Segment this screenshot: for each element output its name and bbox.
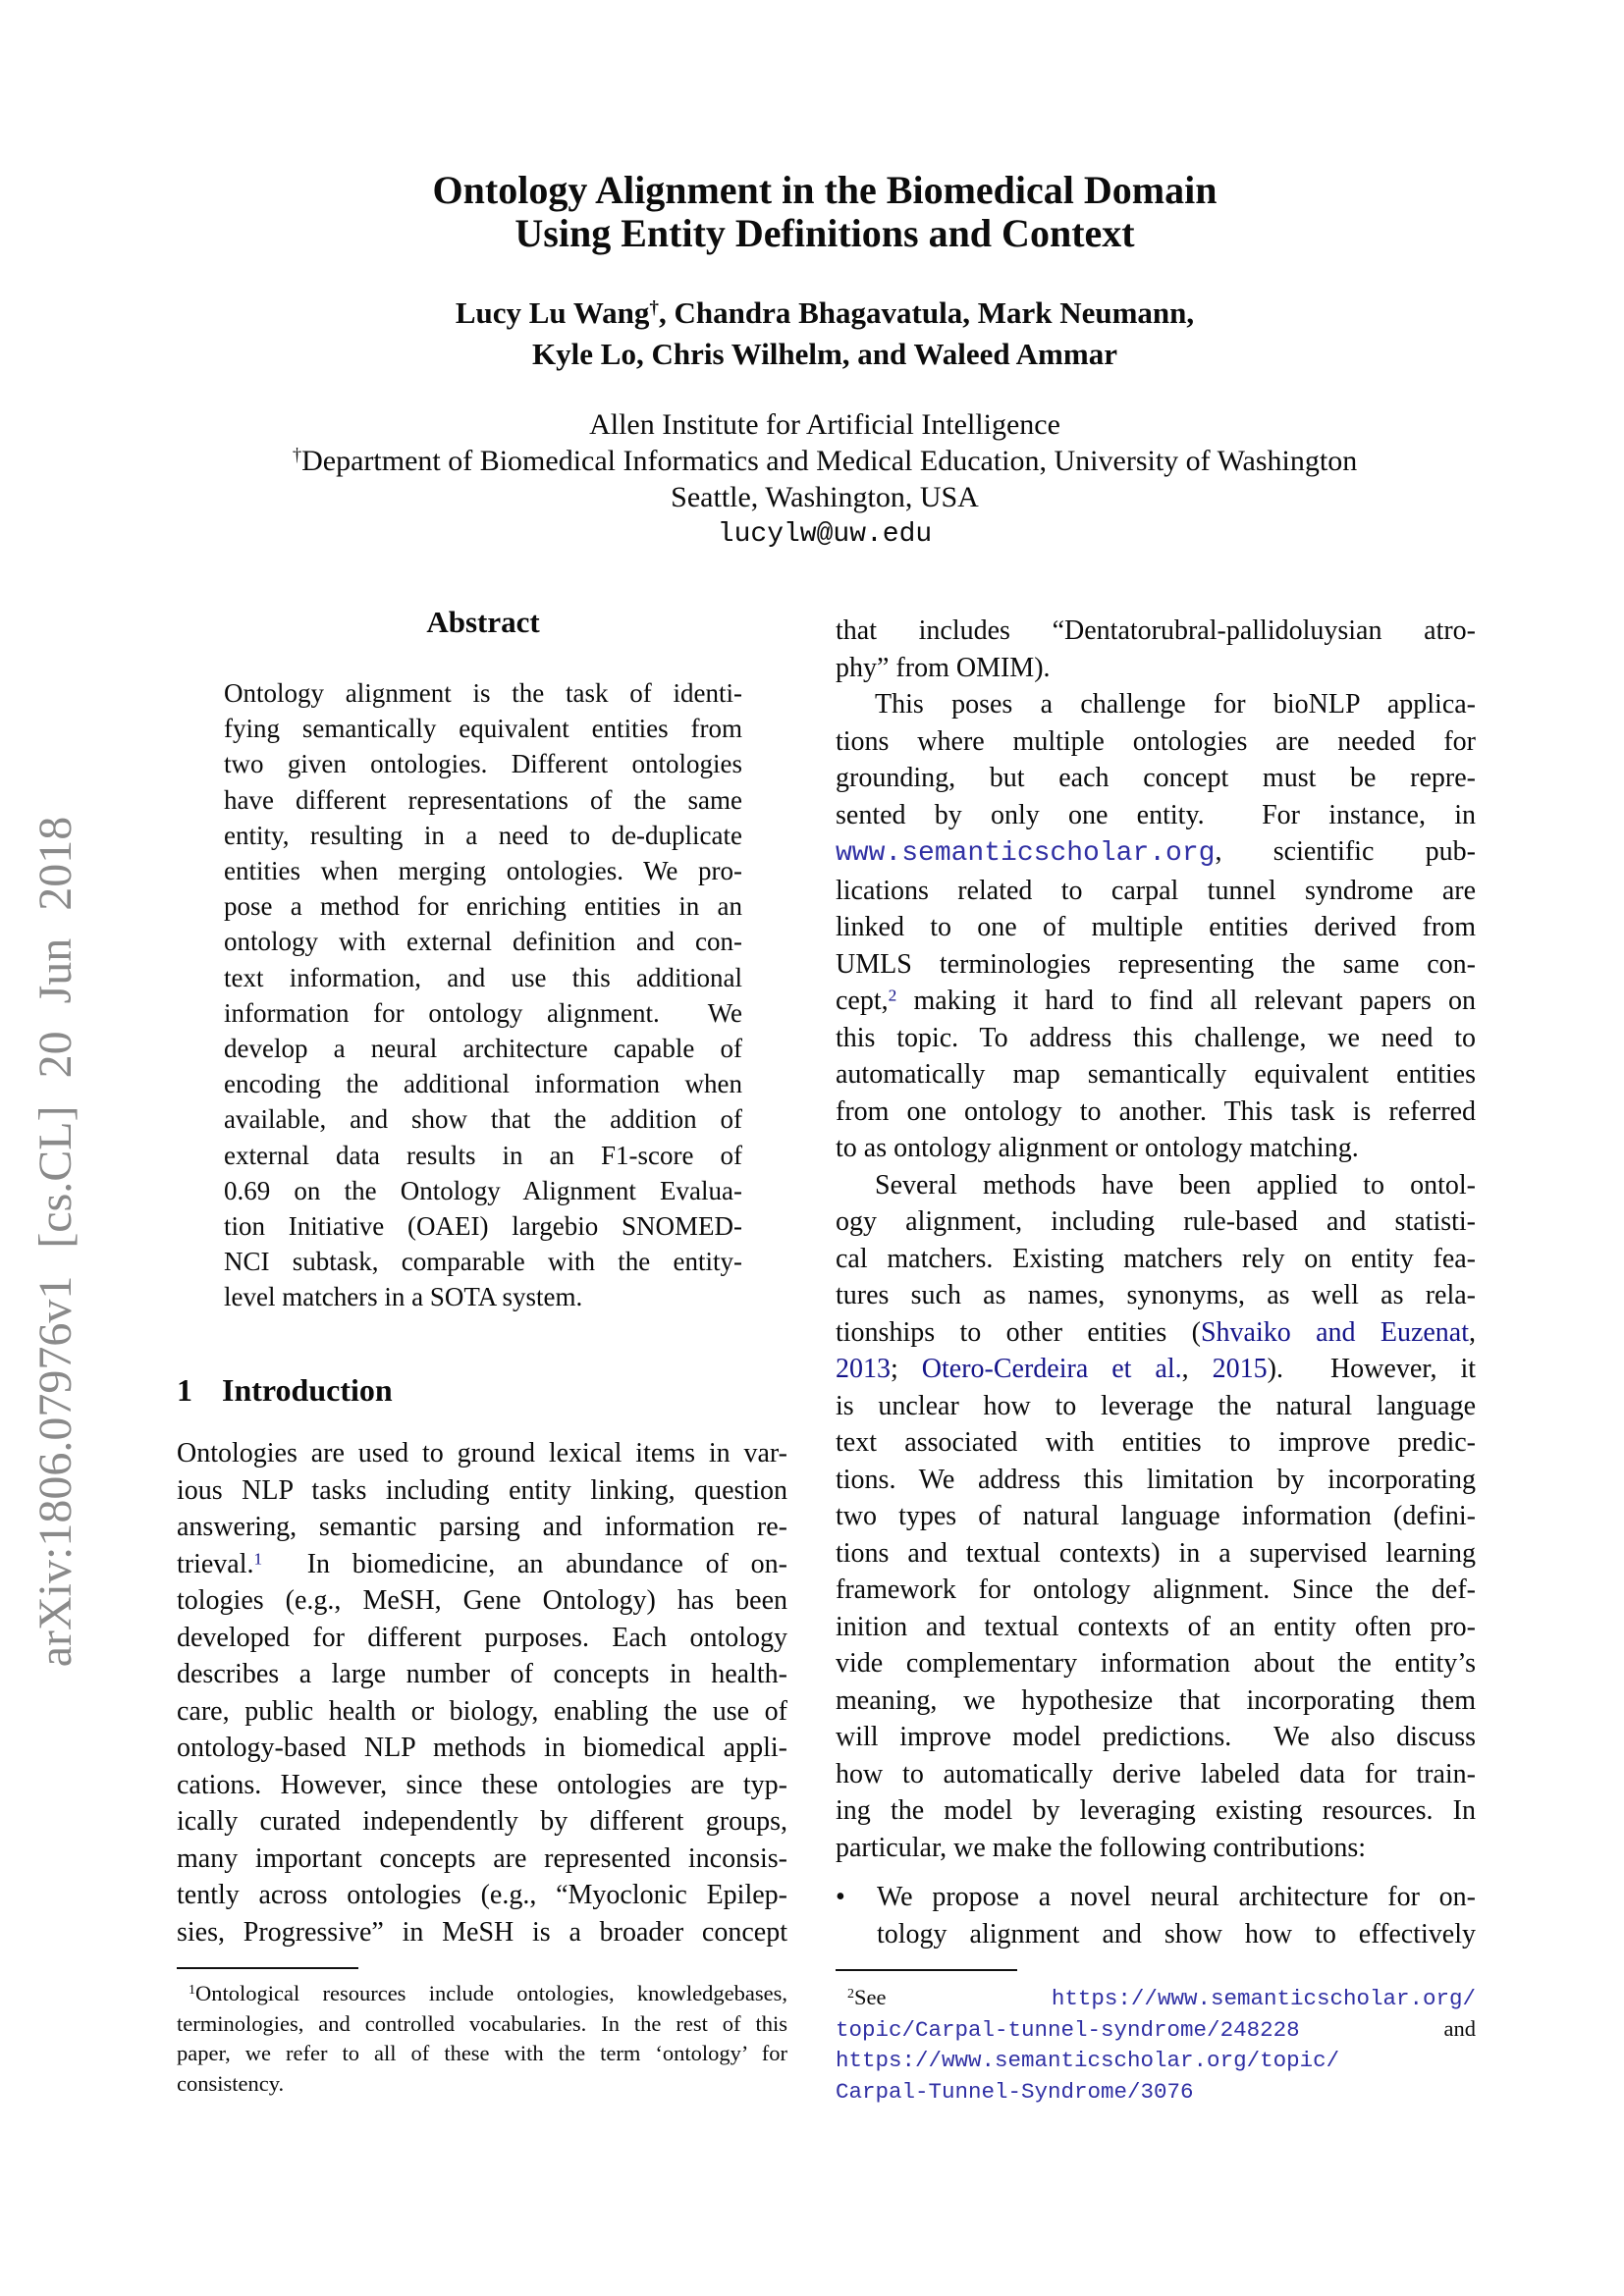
text-segment: care, public health or biology, enabling the use of: [177, 1695, 787, 1727]
email-text: lucylw@uw.edu: [717, 519, 933, 550]
text-line: [177, 1979, 787, 2009]
text-segment: ontology with external definition and con-: [224, 927, 742, 957]
text-line: [224, 960, 742, 995]
text-line: [224, 1101, 742, 1137]
footnote-2-marker[interactable]: 2: [888, 986, 897, 1005]
text-segment: Seattle, Washington, USA: [671, 481, 979, 513]
text-line: [224, 675, 742, 711]
author-email: [177, 518, 1473, 552]
text-line: [836, 1916, 1476, 1953]
text-line: [224, 853, 742, 888]
text-line: [836, 1645, 1476, 1682]
bullet-icon: •: [836, 1882, 845, 1912]
text-segment: level matchers in a SOTA system.: [224, 1282, 583, 1312]
text-segment: text information, and use this additional: [224, 962, 742, 992]
text-segment: from one ontology to another. This task is referred: [836, 1095, 1476, 1127]
text-segment: answering, semantic parsing and information re-: [177, 1512, 787, 1542]
affiliation: [177, 406, 1473, 515]
text-line: [177, 1546, 787, 1583]
text-segment: paper, we refer to all of these with the term ‘ontology’ for: [177, 2041, 787, 2065]
text-segment: this topic. To address this challenge, we need to: [836, 1022, 1476, 1053]
text-segment: , scientific pub-: [1215, 836, 1476, 867]
text-line: [177, 334, 1473, 375]
text-segment: making it hard to find all relevant papers on: [896, 986, 1476, 1016]
text-segment: ogy alignment, including rule-based and statisti-: [836, 1206, 1476, 1237]
right-column-text: [836, 613, 1476, 1866]
text-segment: fying semantically equivalent entities from: [224, 714, 742, 744]
text-line: [836, 983, 1476, 1020]
footnote-1: [177, 1979, 787, 2099]
text-segment: Ontology alignment is the task of identi-: [224, 678, 742, 708]
text-line: [836, 1756, 1476, 1793]
text-segment: phy” from OMIM).: [836, 652, 1051, 683]
text-segment: tures such as names, synonyms, as well as rela-: [836, 1280, 1476, 1310]
text-segment: In biomedicine, an abundance of on-: [262, 1548, 787, 1579]
text-line: [224, 924, 742, 959]
text-segment: have different representations of the same: [224, 784, 742, 815]
text-line: [177, 1472, 787, 1510]
text-segment: cal matchers. Existing matchers rely on entity fea-: [836, 1243, 1476, 1274]
text-segment: ,: [1181, 1354, 1213, 1384]
text-line: [224, 1173, 742, 1208]
text-segment: Ontological resources include ontologies, knowledgebases,: [194, 1981, 787, 2005]
text-line: [224, 1031, 742, 1066]
text-line: [836, 1792, 1476, 1830]
arxiv-watermark: arXiv:1806.07976v1 [cs.CL] 20 Jun 2018: [29, 816, 81, 1668]
text-segment: sented by only one entity. For instance, in: [836, 799, 1476, 830]
text-segment: available, and show that the addition of: [224, 1104, 742, 1135]
abstract-text: [224, 675, 742, 1315]
text-line: [836, 1094, 1476, 1131]
affiliation-dagger: †: [292, 445, 302, 466]
text-line: [177, 1841, 787, 1878]
text-segment: ing the model by leveraging existing resources. In: [836, 1795, 1476, 1826]
text-line: [836, 1130, 1476, 1167]
text-segment: Kyle Lo, Chris Wilhelm, and Waleed Ammar: [532, 337, 1117, 371]
text-line: [177, 1693, 787, 1731]
text-line: [836, 2014, 1476, 2046]
text-line: [177, 406, 1473, 443]
text-segment: tion Initiative (OAEI) largebio SNOMED-: [224, 1211, 742, 1242]
text-line: [836, 1424, 1476, 1462]
text-segment: describes a large number of concepts in health-: [177, 1659, 787, 1689]
text-segment: is unclear how to leverage the natural language: [836, 1390, 1476, 1421]
text-segment: vide complementary information about the entity’s: [836, 1648, 1476, 1679]
text-line: [836, 873, 1476, 910]
text-line: [836, 1830, 1476, 1867]
footnote-1-marker[interactable]: 1: [253, 1548, 263, 1568]
text-line: [836, 1609, 1476, 1646]
text-line: [836, 797, 1476, 834]
text-line: [836, 909, 1476, 946]
text-line: [224, 995, 742, 1031]
citation-year-2013[interactable]: 2013: [836, 1354, 891, 1384]
text-segment: ,: [1469, 1316, 1477, 1348]
text-segment: information for ontology alignment. We: [224, 997, 742, 1028]
section-heading-introduction: [177, 1372, 787, 1409]
text-line: [836, 1277, 1476, 1314]
text-segment: ontology-based NLP methods in biomedical appli-: [177, 1733, 787, 1763]
footnote-url-2-cont[interactable]: Carpal-Tunnel-Syndrome/3076: [836, 2078, 1194, 2105]
text-segment: , Chandra Bhagavatula, Mark Neumann,: [659, 295, 1195, 330]
text-segment: Lucy Lu Wang: [455, 295, 650, 330]
text-line: [836, 1535, 1476, 1573]
text-segment: how to automatically derive labeled data for train-: [836, 1758, 1476, 1789]
footnote-url-2[interactable]: https://www.semanticscholar.org/topic/: [836, 2048, 1340, 2073]
text-segment: two types of natural language information (defini-: [836, 1501, 1476, 1531]
text-line: [224, 746, 742, 781]
text-line: [836, 1388, 1476, 1425]
footnote-rule-left: [177, 1967, 358, 1969]
text-line: [836, 1056, 1476, 1094]
text-line: [836, 650, 1476, 687]
text-segment: terminologies, and controlled vocabularies. In the rest of this: [177, 2010, 787, 2036]
text-segment: sies, Progressive” in MeSH is a broader concept: [177, 1916, 787, 1948]
text-segment: pose a method for enriching entities in an: [224, 891, 742, 922]
text-line: [224, 1279, 742, 1314]
text-segment: See: [853, 1985, 1052, 2009]
text-segment: This poses a challenge for bioNLP applica-: [875, 689, 1476, 720]
footnote-2-number: 2: [847, 1987, 854, 2002]
text-line: [177, 212, 1473, 255]
text-line: [177, 1582, 787, 1620]
text-line: [836, 1462, 1476, 1499]
text-line: [836, 1351, 1476, 1388]
text-line: [177, 443, 1473, 479]
text-line: [177, 293, 1473, 334]
text-segment: two given ontologies. Different ontologies: [224, 749, 742, 779]
text-segment: Using Entity Definitions and Context: [514, 211, 1135, 255]
text-segment: encoding the additional information when: [224, 1069, 742, 1099]
text-line: [177, 1877, 787, 1914]
text-segment: tology alignment and show how to effectively: [877, 1918, 1476, 1949]
text-segment: Ontology Alignment in the Biomedical Domain: [432, 168, 1218, 212]
text-segment: tions. We address this limitation by incorporating: [836, 1464, 1476, 1495]
text-segment: particular, we make the following contributions:: [836, 1832, 1367, 1863]
text-segment: We propose a novel neural architecture for on-: [877, 1882, 1476, 1912]
text-line: [836, 1241, 1476, 1278]
text-line: [836, 2045, 1476, 2076]
text-segment: ically curated independently by different groups,: [177, 1806, 787, 1837]
text-line: [177, 1509, 787, 1546]
footnote-rule-right: [836, 1969, 1017, 1971]
text-line: [177, 479, 1473, 515]
text-segment: 0.69 on the Ontology Alignment Evalua-: [224, 1175, 742, 1205]
text-segment: and: [1299, 2015, 1476, 2041]
text-line: [177, 1914, 787, 1951]
text-segment: text associated with entities to improve predic-: [836, 1427, 1476, 1458]
text-line: [836, 2076, 1476, 2108]
text-segment: tionships to other entities (: [836, 1316, 1201, 1348]
footnote-1-number: 1: [189, 1983, 195, 1999]
text-segment: that includes “Dentatorubral-pallidoluysian atro-: [836, 615, 1476, 646]
text-segment: cations. However, since these ontologies are typ-: [177, 1769, 787, 1800]
citation-shvaiko-euzenat[interactable]: Shvaiko and Euzenat: [1200, 1316, 1470, 1348]
text-segment: consistency.: [177, 2070, 285, 2096]
text-segment: cept,: [836, 986, 889, 1016]
text-segment: tions and textual contexts) in a supervised learning: [836, 1537, 1476, 1569]
text-segment: Department of Biomedical Informatics and Medical Education, University of Washington: [301, 445, 1358, 477]
citation-year-2015[interactable]: 2015: [1212, 1354, 1268, 1384]
introduction-text: [177, 1435, 787, 1950]
text-segment: NCI subtask, comparable with the entity-: [224, 1247, 742, 1277]
text-segment: external data results in an F1-score of: [224, 1140, 742, 1170]
text-segment: trieval.: [177, 1548, 254, 1579]
text-segment: inition and textual contexts of an entity often pro-: [836, 1611, 1476, 1642]
text-line: [224, 1244, 742, 1279]
text-segment: linked to one of multiple entities derived from: [836, 912, 1476, 942]
text-line: [177, 2009, 787, 2040]
text-line: [836, 1167, 1476, 1204]
footnote-url-1-cont[interactable]: topic/Carpal-tunnel-syndrome/248228: [836, 2016, 1300, 2043]
author-affiliation-dagger: †: [649, 297, 659, 319]
text-segment: develop a neural architecture capable of: [224, 1034, 742, 1064]
text-line: [836, 1719, 1476, 1756]
text-segment: ). However, it: [1267, 1354, 1476, 1384]
text-line: [836, 1983, 1476, 2014]
section-number: 1: [177, 1372, 192, 1408]
footnote-2: [836, 1983, 1476, 2107]
text-line: [177, 1767, 787, 1804]
text-segment: developed for different purposes. Each ontology: [177, 1622, 787, 1653]
text-line: [836, 1879, 1476, 1916]
text-segment: lications related to carpal tunnel syndrome are: [836, 875, 1476, 906]
paper-title: [177, 169, 1473, 255]
text-segment: will improve model predictions. We also discuss: [836, 1722, 1476, 1752]
text-segment: entities when merging ontologies. We pro-: [224, 856, 742, 886]
text-line: [836, 1314, 1476, 1352]
text-segment: UMLS terminologies representing the same con-: [836, 948, 1476, 980]
text-line: [836, 760, 1476, 797]
text-line: [224, 711, 742, 746]
text-segment: tently across ontologies (e.g., “Myoclonic Epilep-: [177, 1880, 787, 1910]
text-segment: Ontologies are used to ground lexical items in var-: [177, 1438, 787, 1468]
text-line: [836, 1572, 1476, 1609]
abstract-heading: Abstract: [426, 605, 540, 639]
section-label: Introduction: [222, 1372, 393, 1408]
text-line: [177, 1803, 787, 1841]
text-line: [177, 169, 1473, 212]
text-line: [836, 1498, 1476, 1535]
text-segment: ious NLP tasks including entity linking, question: [177, 1474, 787, 1506]
text-line: [836, 946, 1476, 984]
citation-otero-cerdeira[interactable]: Otero-Cerdeira et al.: [921, 1354, 1182, 1384]
text-segment: meaning, we hypothesize that incorporating them: [836, 1684, 1476, 1716]
text-segment: tologies (e.g., MeSH, Gene Ontology) has been: [177, 1585, 787, 1616]
text-line: [836, 833, 1476, 873]
text-line: [836, 613, 1476, 650]
text-line: [177, 1656, 787, 1693]
text-segment: Allen Institute for Artificial Intelligence: [589, 408, 1060, 441]
text-line: [836, 686, 1476, 723]
text-line: [224, 888, 742, 924]
text-segment: to as ontology alignment or ontology matching.: [836, 1133, 1359, 1163]
text-line: [224, 1138, 742, 1173]
contribution-bullet-list: [836, 1879, 1476, 1952]
text-line: [836, 1020, 1476, 1057]
text-segment: automatically map semantically equivalent entities: [836, 1059, 1476, 1090]
text-line: [224, 782, 742, 818]
text-segment: framework for ontology alignment. Since the def-: [836, 1575, 1476, 1605]
text-segment: many important concepts are represented inconsis-: [177, 1842, 787, 1874]
text-line: [836, 1203, 1476, 1241]
text-line: [177, 1620, 787, 1657]
text-segment: tions where multiple ontologies are needed for: [836, 725, 1476, 757]
author-list: [177, 293, 1473, 375]
text-line: [177, 1435, 787, 1472]
footnote-url-1[interactable]: https://www.semanticscholar.org/: [1051, 1986, 1476, 2011]
text-line: [177, 1730, 787, 1767]
text-line: [177, 2069, 787, 2100]
semanticscholar-link[interactable]: www.semanticscholar.org: [836, 838, 1216, 869]
text-segment: ;: [891, 1354, 922, 1384]
text-line: [836, 723, 1476, 761]
text-line: [224, 1066, 742, 1101]
text-line: [836, 1682, 1476, 1720]
text-line: [224, 1208, 742, 1244]
text-line: [177, 2039, 787, 2069]
text-line: [224, 818, 742, 853]
text-segment: entity, resulting in a need to de-duplicate: [224, 820, 742, 850]
text-segment: Several methods have been applied to ontol-: [875, 1169, 1476, 1201]
text-segment: grounding, but each concept must be repre-: [836, 763, 1476, 793]
